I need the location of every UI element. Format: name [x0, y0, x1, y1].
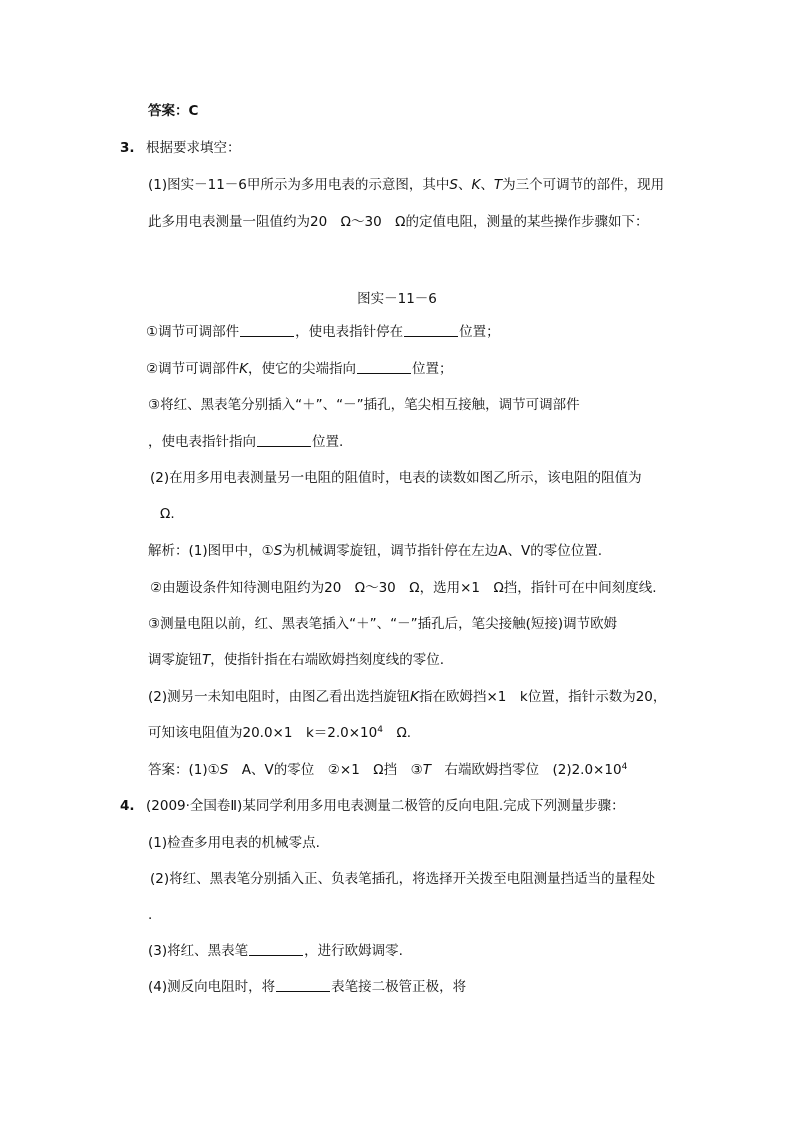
analysis-line5: (2)测另一未知电阻时，由图乙看出选挡旋钮K指在欧姆挡×1 k位置，指针示数为20， [148, 689, 667, 705]
blank-step1-position[interactable] [404, 323, 458, 337]
q3-part2-line2: Ω. [160, 506, 175, 522]
q3-part1-line1: (1)图实－11－6甲所示为多用电表的示意图，其中S、K、T为三个可调节的部件，现用 [148, 177, 665, 193]
q3-part1-line2: 此多用电表测量一阻值约为20 Ω～30 Ω的定值电阻，测量的某些操作步骤如下： [148, 214, 649, 230]
q4-step4: (4)测反向电阻时，将 表笔接二极管正极，将 [148, 979, 467, 995]
answer-q2: 答案：C [148, 103, 199, 119]
q4-step2-line1: (2)将红、黑表笔分别插入正、负表笔插孔，将选择开关拨至电阻测量挡适当的量程处 [150, 871, 656, 887]
q4-step3: (3)将红、黑表笔 ，进行欧姆调零. [148, 943, 403, 959]
question-4-stem: (2009·全国卷Ⅱ)某同学利用多用电表测量二极管的反向电阻.完成下列测量步骤： [146, 798, 625, 814]
answer-q3: 答案：(1)①S A、V的零位 ②×1 Ω挡 ③T 右端欧姆挡零位 $(2)2.0\times 10^4$ [148, 762, 628, 778]
var-s: S [449, 177, 458, 193]
q4-step1: (1)检查多用电表的机械零点. [148, 835, 320, 851]
var-k: K [471, 177, 481, 193]
q3-step3-line2: ，使电表指针指向 位置. [148, 434, 344, 450]
blank-q4-step4[interactable] [276, 978, 330, 992]
analysis-line3: ③测量电阻以前，红、黑表笔插入“＋”、“－”插孔后，笔尖接触(短接)调节欧姆 [148, 616, 618, 632]
blank-step3-position[interactable] [257, 433, 311, 447]
blank-step1-part[interactable] [240, 323, 294, 337]
question-4-number: 4. [120, 798, 135, 814]
analysis-line4: 调零旋钮T，使指针指在右端欧姆挡刻度线的零位. [148, 652, 445, 668]
blank-step2-position[interactable] [357, 360, 411, 374]
figure-caption: 图实－11－6 [357, 291, 437, 307]
question-3-number: 3. [120, 140, 135, 156]
q4-step2-line2: . [148, 907, 153, 923]
q3-part2-line1: (2)在用多用电表测量另一电阻的阻值时，电表的读数如图乙所示，该电阻的阻值为 [150, 470, 642, 486]
analysis-line6: 可知该电阻值为20.0×1 $k=2.0\times 10^4$ Ω. [148, 725, 412, 741]
q3-step2: ②调节可调部件K，使它的尖端指向 位置； [146, 361, 453, 377]
blank-q4-step3[interactable] [249, 942, 303, 956]
analysis-line2: ②由题设条件知待测电阻约为20 Ω～30 Ω，选用×1 Ω挡，指针可在中间刻度线. [150, 580, 657, 596]
q3-step1: ①调节可调部件 ，使电表指针停在 位置； [146, 324, 500, 340]
var-t: T [493, 177, 503, 193]
q3-step3-line1: ③将红、黑表笔分别插入“＋”、“－”插孔，笔尖相互接触，调节可调部件 [148, 397, 580, 413]
question-3-stem: 根据要求填空： [146, 140, 241, 156]
analysis-line1: 解析：(1)图甲中，①S为机械调零旋钮，调节指针停在左边A、V的零位位置. [148, 543, 603, 559]
